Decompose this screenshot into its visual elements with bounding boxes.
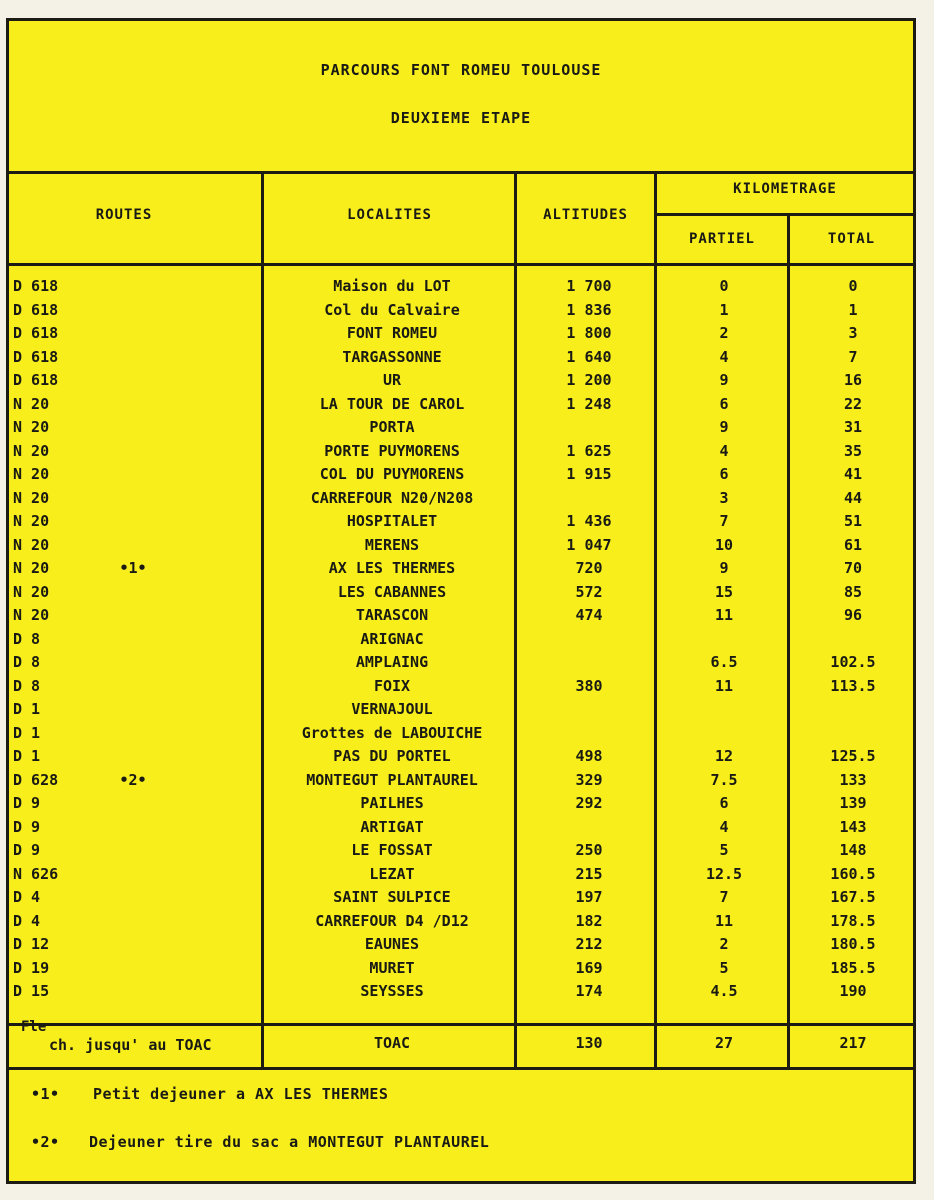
route-cell: D 8: [13, 629, 41, 648]
partiel-cell: 6.5: [710, 653, 738, 671]
final-localite: TOAC: [373, 1034, 411, 1052]
altitude-cell: 1 248: [566, 394, 612, 413]
route-cell: D 618: [13, 324, 59, 342]
route-cell: D 9: [13, 817, 41, 836]
altitude-cell: 1 200: [566, 371, 612, 389]
route-cell: D 618: [13, 300, 59, 319]
note-1-text: Petit dejeuner a AX LES THERMES: [93, 1085, 389, 1103]
total-cell: 167.5: [830, 888, 876, 906]
partiel-cell: 4: [719, 441, 729, 460]
localite-cell: UR: [382, 371, 402, 389]
total-cell: 1: [848, 300, 858, 319]
localite-cell: LES CABANNES: [337, 582, 447, 601]
route-cell: N 626: [13, 864, 59, 883]
table-row: [9, 581, 913, 605]
total-cell: 7: [848, 347, 858, 366]
header-localites: LOCALITES: [347, 207, 432, 223]
localite-cell: AMPLAING: [355, 653, 429, 671]
route-cell: D 15: [13, 982, 50, 1000]
route-cell: D 12: [13, 935, 50, 953]
partiel-cell: 1: [719, 300, 729, 319]
final-partiel: 27: [714, 1034, 734, 1052]
total-cell: 61: [843, 535, 863, 554]
note-marker: •2•: [119, 770, 147, 789]
table-row: [9, 534, 913, 558]
partiel-cell: 11: [714, 911, 734, 930]
table-row: [9, 416, 913, 440]
table-row: [9, 675, 913, 699]
localite-cell: VERNAJOUL: [351, 700, 433, 718]
total-cell: 178.5: [830, 911, 876, 930]
localite-cell: FOIX: [373, 676, 411, 695]
table-row: [9, 651, 913, 675]
route-cell: D 8: [13, 676, 41, 695]
altitude-cell: 720: [575, 559, 603, 577]
partiel-cell: 12.5: [705, 864, 743, 883]
partiel-cell: 7: [719, 512, 729, 530]
route-cell: N 20: [13, 559, 50, 577]
route-cell: D 618: [13, 277, 59, 295]
route-cell: D 9: [13, 841, 41, 859]
final-altitude: 130: [575, 1034, 603, 1052]
altitude-cell: 215: [575, 864, 603, 883]
route-cell: N 20: [13, 488, 50, 507]
altitude-cell: 1 915: [566, 465, 612, 483]
header-routes: ROUTES: [95, 207, 153, 223]
altitude-cell: 182: [575, 911, 603, 930]
partiel-cell: 4.5: [710, 982, 738, 1000]
table-row: [9, 980, 913, 1004]
route-cell: D 1: [13, 723, 41, 742]
table-row: [9, 863, 913, 887]
table-row: [9, 910, 913, 934]
localite-cell: LEZAT: [369, 864, 415, 883]
total-cell: 180.5: [830, 935, 876, 953]
partiel-cell: 5: [719, 958, 729, 977]
total-cell: 148: [839, 841, 867, 859]
route-cell: N 20: [13, 606, 50, 624]
partiel-cell: 2: [719, 935, 729, 953]
route-cell: D 618: [13, 347, 59, 366]
route-cell: D 9: [13, 794, 41, 812]
altitude-cell: 1 836: [566, 300, 612, 319]
localite-cell: PORTE PUYMORENS: [324, 441, 460, 460]
table-row: [9, 346, 913, 370]
route-cell: D 8: [13, 653, 41, 671]
table-row: [9, 792, 913, 816]
table-row: [9, 933, 913, 957]
total-cell: 85: [843, 582, 863, 601]
route-cell: N 20: [13, 465, 50, 483]
altitude-cell: 474: [575, 606, 603, 624]
partiel-cell: 3: [719, 488, 729, 507]
route-cell: N 20: [13, 512, 50, 530]
table-row: [9, 440, 913, 464]
total-cell: 3: [848, 324, 858, 342]
localite-cell: COL DU PUYMORENS: [319, 465, 465, 483]
partiel-cell: 10: [714, 535, 734, 554]
partiel-cell: 9: [719, 559, 729, 577]
note-2-text: Dejeuner tire du sac a MONTEGUT PLANTAUREL: [89, 1133, 490, 1151]
total-cell: 96: [843, 606, 863, 624]
localite-cell: MURET: [369, 958, 415, 977]
table-row: [9, 957, 913, 981]
table-row: [9, 628, 913, 652]
table-row: [9, 369, 913, 393]
total-cell: 190: [839, 982, 867, 1000]
localite-cell: ARIGNAC: [360, 629, 424, 648]
header-kilometrage: KILOMETRAGE: [733, 181, 837, 197]
altitude-cell: 572: [575, 582, 603, 601]
total-cell: 44: [843, 488, 863, 507]
localite-cell: SEYSSES: [360, 982, 424, 1000]
altitude-cell: 1 700: [566, 277, 612, 295]
partiel-cell: 6: [719, 394, 729, 413]
localite-cell: LA TOUR DE CAROL: [319, 394, 465, 413]
localite-cell: TARGASSONNE: [342, 347, 442, 366]
altitude-cell: 1 800: [566, 324, 612, 342]
table-row: [9, 886, 913, 910]
kilometrage-split-rule: [654, 213, 913, 216]
table-row: [9, 604, 913, 628]
localite-cell: MONTEGUT PLANTAUREL: [306, 770, 478, 789]
altitude-cell: 197: [575, 888, 603, 906]
route-cell: D 618: [13, 371, 59, 389]
localite-cell: HOSPITALET: [346, 512, 438, 530]
route-cell: N 20: [13, 441, 50, 460]
localite-cell: PORTA: [369, 418, 415, 436]
localite-cell: Grottes de LABOUICHE: [301, 723, 483, 742]
table-row: [9, 322, 913, 346]
altitude-cell: 498: [575, 747, 603, 765]
total-cell: 16: [843, 371, 863, 389]
localite-cell: ARTIGAT: [360, 817, 424, 836]
total-cell: 31: [843, 418, 863, 436]
total-cell: 160.5: [830, 864, 876, 883]
table-row: [9, 487, 913, 511]
total-cell: 70: [843, 559, 863, 577]
table-row: [9, 557, 913, 581]
total-cell: 185.5: [830, 958, 876, 977]
final-route-line1: Fle: [21, 1019, 47, 1035]
header-bottom-rule: [9, 263, 913, 266]
total-cell: 0: [848, 277, 858, 295]
altitude-cell: 292: [575, 794, 603, 812]
note-2: [31, 1133, 489, 1151]
note-marker: •1•: [119, 559, 147, 577]
table-row: [9, 722, 913, 746]
final-row-rule: [9, 1023, 913, 1026]
localite-cell: PAILHES: [360, 794, 424, 812]
table-top-rule: [9, 171, 913, 174]
table-row: [9, 769, 913, 793]
partiel-cell: 12: [714, 747, 734, 765]
altitude-cell: 250: [575, 841, 603, 859]
localite-cell: MERENS: [364, 535, 420, 554]
table-row: [9, 698, 913, 722]
table-row: [9, 299, 913, 323]
route-cell: N 20: [13, 582, 50, 601]
localite-cell: Col du Calvaire: [324, 300, 460, 319]
partiel-cell: 6: [719, 794, 729, 812]
localite-cell: AX LES THERMES: [328, 559, 456, 577]
partiel-cell: 11: [714, 606, 734, 624]
final-total: 217: [839, 1034, 867, 1052]
partiel-cell: 9: [719, 418, 729, 436]
total-cell: 35: [843, 441, 863, 460]
partiel-cell: 4: [719, 347, 729, 366]
page-title: PARCOURS FONT ROMEU TOULOUSE: [320, 61, 602, 79]
route-cell: N 20: [13, 394, 50, 413]
header-altitudes: ALTITUDES: [543, 207, 628, 223]
note-1-tag: •1•: [31, 1085, 60, 1103]
total-cell: 133: [839, 770, 867, 789]
total-cell: 102.5: [830, 653, 876, 671]
altitude-cell: 329: [575, 770, 603, 789]
table-row: [9, 510, 913, 534]
altitude-cell: 1 640: [566, 347, 612, 366]
partiel-cell: 2: [719, 324, 729, 342]
note-1: [31, 1085, 388, 1103]
table-bottom-rule: [9, 1067, 913, 1070]
table-row: [9, 745, 913, 769]
total-cell: 139: [839, 794, 867, 812]
partiel-cell: 6: [719, 465, 729, 483]
partiel-cell: 11: [714, 676, 734, 695]
table-row: [9, 393, 913, 417]
partiel-cell: 9: [719, 371, 729, 389]
table-row: [9, 839, 913, 863]
partiel-cell: 0: [719, 277, 729, 295]
route-sheet: [6, 18, 916, 1184]
localite-cell: EAUNES: [364, 935, 420, 953]
partiel-cell: 5: [719, 841, 729, 859]
altitude-cell: 169: [575, 958, 603, 977]
final-route-line2: ch. jusqu' au TOAC: [49, 1036, 212, 1054]
localite-cell: FONT ROMEU: [346, 324, 438, 342]
page-subtitle: DEUXIEME ETAPE: [390, 109, 532, 127]
route-cell: D 628: [13, 770, 59, 789]
localite-cell: TARASCON: [355, 606, 429, 624]
localite-cell: Maison du LOT: [333, 277, 451, 295]
route-cell: N 20: [13, 535, 50, 554]
localite-cell: PAS DU PORTEL: [333, 747, 451, 765]
route-cell: D 4: [13, 888, 41, 906]
total-cell: 143: [839, 817, 867, 836]
partiel-cell: 15: [714, 582, 734, 601]
partiel-cell: 7.5: [710, 770, 738, 789]
partiel-cell: 7: [719, 888, 729, 906]
localite-cell: LE FOSSAT: [351, 841, 433, 859]
altitude-cell: 1 625: [566, 441, 612, 460]
header-total: TOTAL: [827, 231, 876, 247]
table-row: [9, 816, 913, 840]
route-cell: D 1: [13, 700, 41, 718]
table-row: [9, 275, 913, 299]
total-cell: 113.5: [830, 676, 876, 695]
partiel-cell: 4: [719, 817, 729, 836]
note-2-tag: •2•: [31, 1133, 60, 1151]
total-cell: 51: [843, 512, 863, 530]
total-cell: 125.5: [830, 747, 876, 765]
altitude-cell: 174: [575, 982, 603, 1000]
localite-cell: CARREFOUR D4 /D12: [315, 911, 469, 930]
altitude-cell: 1 436: [566, 512, 612, 530]
total-cell: 41: [843, 465, 863, 483]
route-cell: D 4: [13, 911, 41, 930]
route-cell: D 1: [13, 747, 41, 765]
localite-cell: SAINT SULPICE: [333, 888, 451, 906]
total-cell: 22: [843, 394, 863, 413]
route-cell: D 19: [13, 958, 50, 977]
localite-cell: CARREFOUR N20/N208: [310, 488, 474, 507]
table-row: [9, 463, 913, 487]
header-partiel: PARTIEL: [688, 231, 755, 247]
route-cell: N 20: [13, 418, 50, 436]
altitude-cell: 212: [575, 935, 603, 953]
altitude-cell: 380: [575, 676, 603, 695]
altitude-cell: 1 047: [566, 535, 612, 554]
